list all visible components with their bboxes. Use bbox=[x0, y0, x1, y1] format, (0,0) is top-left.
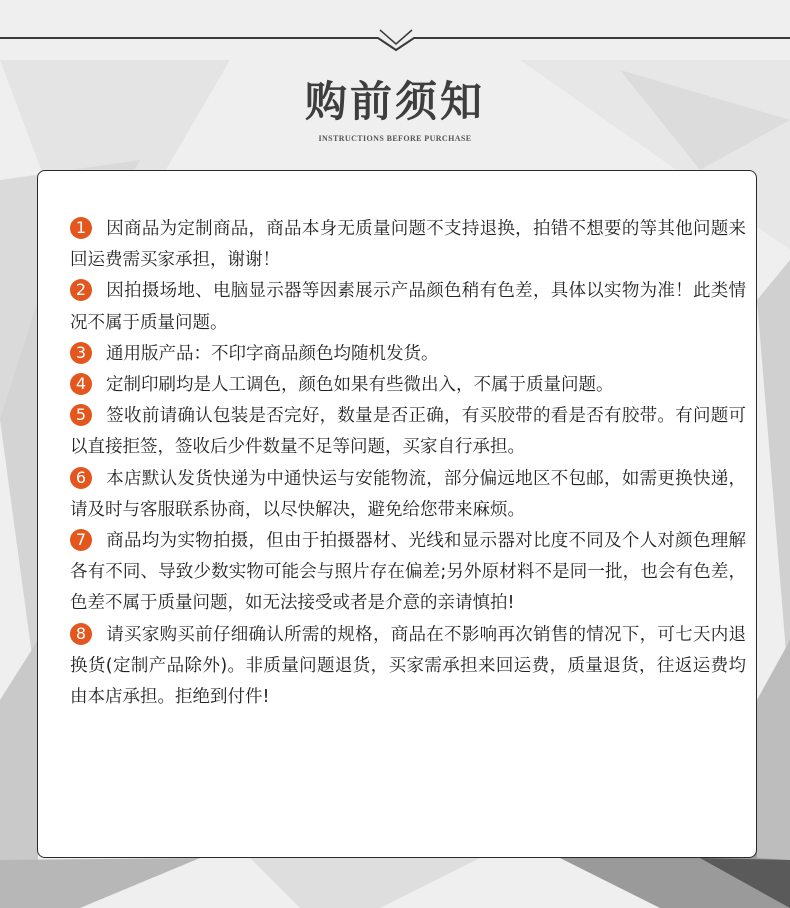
page-title: 购前须知 bbox=[304, 77, 485, 126]
notice-item-1 bbox=[70, 214, 746, 276]
notice-text: 定制印刷均是人工调色，颜色如果有些微出入，不属于质量问题。 bbox=[106, 375, 614, 396]
number-badge: 7 bbox=[70, 529, 92, 551]
notice-text: 通用版产品：不印字商品颜色均随机发货。 bbox=[106, 343, 439, 364]
notice-item-5 bbox=[70, 401, 746, 463]
number-badge: 6 bbox=[70, 467, 92, 489]
number-badge: 5 bbox=[70, 404, 92, 426]
notice-text: 本店默认发货快递为中通快运与安能物流，部分偏远地区不包邮，如需更换快递，请及时与客服联系协商，以尽快解决，避免给您带来麻烦。 bbox=[70, 468, 746, 520]
notice-item-4 bbox=[70, 370, 746, 401]
notice-text: 因拍摄场地、电脑显示器等因素展示产品颜色稍有色差，具体以实物为准！此类情况不属于质量问题。 bbox=[70, 281, 746, 333]
page-subtitle: INSTRUCTIONS BEFORE PURCHASE bbox=[318, 134, 472, 143]
notice-list bbox=[70, 214, 746, 713]
notice-text: 商品均为实物拍摄，但由于拍摄器材、光线和显示器对比度不同及个人对颜色理解各有不同、导致少数实物可能会与照片存在偏差;另外原材料不是同一批，也会有色差，色差不属于质量问题，如无法接受或者是介意的亲请慎拍! bbox=[70, 531, 746, 614]
notice-item-7 bbox=[70, 526, 746, 620]
number-badge: 2 bbox=[70, 279, 92, 301]
notice-text: 请买家购买前仔细确认所需的规格，商品在不影响再次销售的情况下，可七天内退换货(定制产品除外)。非质量问题退货，买家需承担来回运费，质量退货，往返运费均由本店承担。拒绝到付件! bbox=[70, 624, 746, 708]
notice-text: 签收前请确认包装是否完好，数量是否正确，有买胶带的看是否有胶带。有问题可以直接拒签，签收后少件数量不足等问题，买家自行承担。 bbox=[70, 406, 746, 458]
number-badge: 3 bbox=[70, 342, 92, 364]
top-divider bbox=[0, 0, 790, 60]
notice-item-6 bbox=[70, 464, 746, 526]
number-badge: 1 bbox=[70, 217, 92, 239]
notice-item-2 bbox=[70, 276, 746, 338]
notice-text: 因商品为定制商品，商品本身无质量问题不支持退换，拍错不想要的等其他问题来回运费需买家承担，谢谢！ bbox=[70, 219, 746, 271]
number-badge: 4 bbox=[70, 373, 92, 395]
notice-item-8 bbox=[70, 620, 746, 714]
number-badge: 8 bbox=[70, 623, 92, 645]
notice-item-3 bbox=[70, 339, 746, 370]
